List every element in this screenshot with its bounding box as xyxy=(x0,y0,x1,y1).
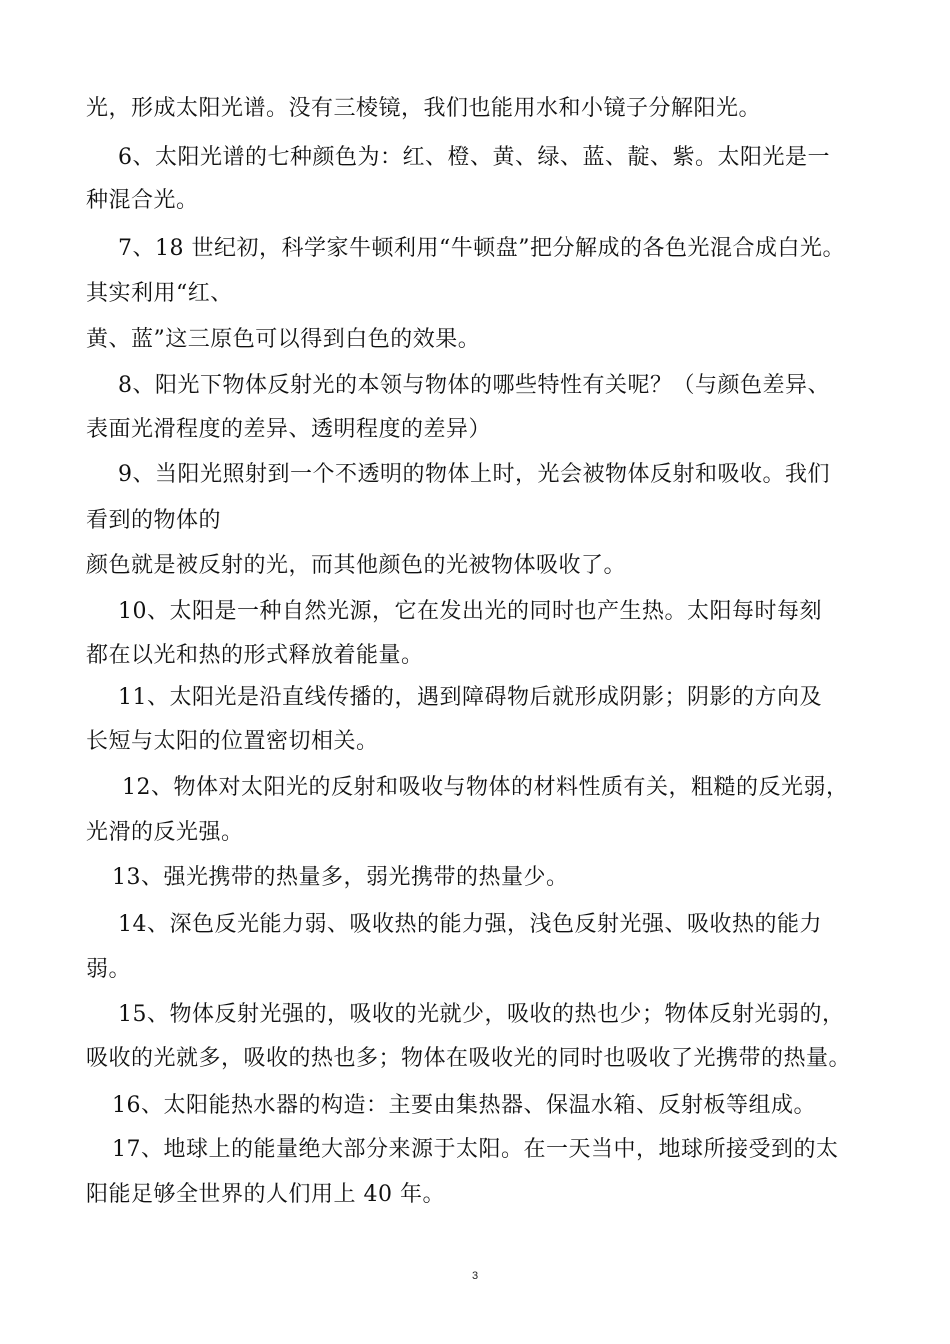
text-line: 表面光滑程度的差异、透明程度的差异） xyxy=(86,417,492,442)
text-line: 14、深色反光能力弱、吸收热的能力强，浅色反射光强、吸收热的能力 xyxy=(118,912,822,937)
text-line: 都在以光和热的形式释放着能量。 xyxy=(86,643,424,668)
text-line: 16、太阳能热水器的构造：主要由集热器、保温水箱、反射板等组成。 xyxy=(112,1093,816,1118)
text-line: 种混合光。 xyxy=(86,188,199,213)
text-line: 17、地球上的能量绝大部分来源于太阳。在一天当中，地球所接受到的太 xyxy=(112,1137,839,1162)
text-line: 吸收的光就多，吸收的热也多；物体在吸收光的同时也吸收了光携带的热量。 xyxy=(86,1046,852,1071)
text-line: 13、强光携带的热量多，弱光携带的热量少。 xyxy=(112,865,569,890)
text-line: 光滑的反光强。 xyxy=(86,820,244,845)
text-line: 黄、蓝”这三原色可以得到白色的效果。 xyxy=(86,327,481,352)
text-line: 颜色就是被反射的光，而其他颜色的光被物体吸收了。 xyxy=(86,553,627,578)
text-line: 光，形成太阳光谱。没有三棱镜，我们也能用水和小镜子分解阳光。 xyxy=(86,96,762,121)
text-line: 长短与太阳的位置密切相关。 xyxy=(86,729,379,754)
text-line: 12、物体对太阳光的反射和吸收与物体的材料性质有关，粗糙的反光弱， xyxy=(122,775,849,800)
text-line: 8、阳光下物体反射光的本领与物体的哪些特性有关呢？（与颜色差异、 xyxy=(118,373,830,398)
text-line: 看到的物体的 xyxy=(86,508,222,533)
text-line: 其实利用“红、 xyxy=(86,281,233,306)
text-line: 9、当阳光照射到一个不透明的物体上时，光会被物体反射和吸收。我们 xyxy=(118,462,830,487)
text-line: 弱。 xyxy=(86,957,132,982)
text-line: 7、18 世纪初，科学家牛顿利用“牛顿盘”把分解成的各色光混合成白光。 xyxy=(118,236,845,261)
text-line: 15、物体反射光强的，吸收的光就少，吸收的热也少；物体反射光弱的， xyxy=(118,1002,845,1027)
text-line: 阳能足够全世界的人们用上 40 年。 xyxy=(86,1182,445,1207)
text-line: 11、太阳光是沿直线传播的，遇到障碍物后就形成阴影；阴影的方向及 xyxy=(118,685,822,710)
page-number: 3 xyxy=(471,1270,479,1282)
text-line: 10、太阳是一种自然光源，它在发出光的同时也产生热。太阳每时每刻 xyxy=(118,599,822,624)
text-line: 6、太阳光谱的七种颜色为：红、橙、黄、绿、蓝、靛、紫。太阳光是一 xyxy=(118,145,830,170)
